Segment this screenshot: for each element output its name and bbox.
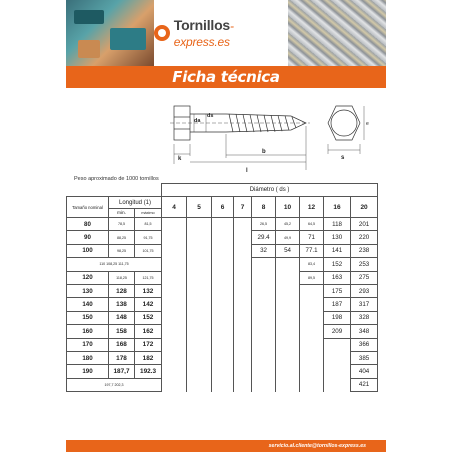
weight-cell-d10: 49,9 bbox=[276, 231, 300, 244]
length-max-cell: 182 bbox=[135, 351, 162, 364]
weight-cell-d6 bbox=[212, 351, 234, 364]
weight-cell-d8: 26,5 bbox=[252, 218, 276, 231]
weight-cell-d6 bbox=[212, 378, 234, 391]
length-min-cell: 138 bbox=[109, 298, 135, 311]
nominal-cell: 100 bbox=[67, 244, 109, 257]
weight-cell-d12 bbox=[300, 338, 324, 351]
weight-cell-d10 bbox=[276, 351, 300, 364]
weight-cell-d8 bbox=[252, 378, 276, 391]
length-min-cell: 88,25 bbox=[109, 231, 135, 244]
weight-cell-d8 bbox=[252, 298, 276, 311]
dim-label-b: b bbox=[262, 149, 266, 155]
table-row bbox=[67, 258, 378, 271]
weight-cell-d6 bbox=[212, 338, 234, 351]
weight-cell-d8 bbox=[252, 365, 276, 378]
logo-mark-icon bbox=[154, 25, 170, 41]
weight-cell-d4 bbox=[162, 351, 187, 364]
weight-cell-d6 bbox=[212, 365, 234, 378]
weight-cell-d6 bbox=[212, 311, 234, 324]
weight-cell-d8 bbox=[252, 311, 276, 324]
weight-cell-d12: 89,5 bbox=[300, 271, 324, 284]
weight-cell-d5 bbox=[187, 325, 212, 338]
table-row bbox=[67, 351, 378, 364]
weight-cell-d7 bbox=[234, 271, 252, 284]
weight-cell-d7 bbox=[234, 258, 252, 271]
weight-cell-d7 bbox=[234, 338, 252, 351]
table-row bbox=[67, 338, 378, 351]
weight-cell-d6 bbox=[212, 325, 234, 338]
table-row bbox=[67, 271, 378, 284]
header-nominal: Tamaño nominal bbox=[67, 197, 109, 218]
table-row bbox=[67, 298, 378, 311]
weight-cell-d5 bbox=[187, 231, 212, 244]
weight-cell-d6 bbox=[212, 231, 234, 244]
table-row bbox=[67, 231, 378, 244]
length-min-cell: 187,7 bbox=[109, 365, 135, 378]
weight-cell-d4 bbox=[162, 284, 187, 297]
weight-cell-d6 bbox=[212, 284, 234, 297]
weight-cell-d7 bbox=[234, 351, 252, 364]
weight-cell-d4 bbox=[162, 218, 187, 231]
weight-cell-d10 bbox=[276, 338, 300, 351]
length-max-cell: 192.3 bbox=[135, 365, 162, 378]
header bbox=[66, 0, 386, 66]
length-min-cell: 118,25 bbox=[109, 271, 135, 284]
weight-cell-d20: 366 bbox=[351, 338, 378, 351]
weight-cell-d16: 209 bbox=[324, 325, 351, 338]
table-row bbox=[67, 311, 378, 324]
weight-cell-d8 bbox=[252, 338, 276, 351]
weight-cell-d4 bbox=[162, 231, 187, 244]
weight-cell-d4 bbox=[162, 258, 187, 271]
dim-label-e: e bbox=[366, 121, 369, 127]
dim-label-k: k bbox=[178, 156, 182, 162]
weight-cell-d7 bbox=[234, 244, 252, 257]
weight-cell-d4 bbox=[162, 271, 187, 284]
weight-cell-d10 bbox=[276, 325, 300, 338]
header-diametro: Diámetro ( ds ) bbox=[162, 184, 378, 197]
weight-cell-d10 bbox=[276, 298, 300, 311]
weight-cell-d4 bbox=[162, 244, 187, 257]
dim-label-ds: ds bbox=[207, 113, 214, 119]
weight-cell-d7 bbox=[234, 231, 252, 244]
weight-cell-d16 bbox=[324, 365, 351, 378]
weight-cell-d5 bbox=[187, 258, 212, 271]
weight-cell-d20: 404 bbox=[351, 365, 378, 378]
length-max-cell: 152 bbox=[135, 311, 162, 324]
weight-cell-d4 bbox=[162, 365, 187, 378]
weight-cell-d12: 83,4 bbox=[300, 258, 324, 271]
weight-cell-d7 bbox=[234, 311, 252, 324]
table-row bbox=[67, 244, 378, 257]
weight-cell-d16: 141 bbox=[324, 244, 351, 257]
weight-cell-d10 bbox=[276, 365, 300, 378]
weight-cell-d16 bbox=[324, 378, 351, 391]
weight-cell-d5 bbox=[187, 284, 212, 297]
weight-cell-d5 bbox=[187, 218, 212, 231]
weight-cell-d16 bbox=[324, 338, 351, 351]
weight-cell-d20: 328 bbox=[351, 311, 378, 324]
header-longitud: Longitud (1) bbox=[109, 197, 162, 209]
weight-cell-d8: 32 bbox=[252, 244, 276, 257]
weight-cell-d12: 77.1 bbox=[300, 244, 324, 257]
weight-cell-d8 bbox=[252, 351, 276, 364]
brand-logo[interactable] bbox=[154, 17, 288, 49]
weight-cell-d20: 385 bbox=[351, 351, 378, 364]
weight-cell-d5 bbox=[187, 351, 212, 364]
nominal-cell: 130 bbox=[67, 284, 109, 297]
weight-cell-d10 bbox=[276, 284, 300, 297]
footer bbox=[66, 440, 386, 452]
weight-cell-d16 bbox=[324, 351, 351, 364]
length-max-cell: 81,5 bbox=[135, 218, 162, 231]
weight-cell-d5 bbox=[187, 311, 212, 324]
weight-cell-d16: 152 bbox=[324, 258, 351, 271]
weight-cell-d4 bbox=[162, 378, 187, 391]
weight-cell-d16: 118 bbox=[324, 218, 351, 231]
weight-cell-d5 bbox=[187, 244, 212, 257]
header-d4: 4 bbox=[162, 197, 187, 218]
length-min-cell: 178 bbox=[109, 351, 135, 364]
weight-cell-d16: 175 bbox=[324, 284, 351, 297]
weight-cell-d5 bbox=[187, 271, 212, 284]
weight-cell-d8: 29.4 bbox=[252, 231, 276, 244]
length-max-cell: 91,75 bbox=[135, 231, 162, 244]
weight-cell-d4 bbox=[162, 298, 187, 311]
length-merged-cell: 197,7 202,3 bbox=[67, 378, 162, 391]
weight-cell-d12 bbox=[300, 298, 324, 311]
weight-cell-d8 bbox=[252, 258, 276, 271]
weight-cell-d20: 293 bbox=[351, 284, 378, 297]
weight-cell-d5 bbox=[187, 338, 212, 351]
weight-cell-d20: 421 bbox=[351, 378, 378, 391]
weight-cell-d6 bbox=[212, 298, 234, 311]
weight-cell-d12 bbox=[300, 351, 324, 364]
weight-cell-d6 bbox=[212, 218, 234, 231]
dim-label-da: da bbox=[194, 118, 201, 124]
weight-cell-d20: 220 bbox=[351, 231, 378, 244]
weight-cell-d12 bbox=[300, 284, 324, 297]
weight-cell-d16: 163 bbox=[324, 271, 351, 284]
weight-cell-d20: 275 bbox=[351, 271, 378, 284]
weight-cell-d5 bbox=[187, 378, 212, 391]
screws-photo bbox=[288, 0, 386, 66]
tools-photo bbox=[66, 0, 154, 66]
header-d20: 20 bbox=[351, 197, 378, 218]
weight-cell-d12 bbox=[300, 365, 324, 378]
weight-cell-d10 bbox=[276, 258, 300, 271]
weight-cell-d5 bbox=[187, 298, 212, 311]
weight-cell-d5 bbox=[187, 365, 212, 378]
length-max-cell: 142 bbox=[135, 298, 162, 311]
table-row bbox=[67, 378, 378, 391]
weight-cell-d4 bbox=[162, 325, 187, 338]
weight-cell-d4 bbox=[162, 311, 187, 324]
length-merged-cell: 110 108,25 111,75 bbox=[67, 258, 162, 271]
weight-cell-d6 bbox=[212, 271, 234, 284]
weight-cell-d8 bbox=[252, 284, 276, 297]
weight-cell-d16: 130 bbox=[324, 231, 351, 244]
nominal-cell: 150 bbox=[67, 311, 109, 324]
weight-cell-d7 bbox=[234, 378, 252, 391]
weight-cell-d10: 54 bbox=[276, 244, 300, 257]
nominal-cell: 190 bbox=[67, 365, 109, 378]
weight-cell-d7 bbox=[234, 365, 252, 378]
nominal-cell: 170 bbox=[67, 338, 109, 351]
header-d16: 16 bbox=[324, 197, 351, 218]
length-min-cell: 168 bbox=[109, 338, 135, 351]
weight-cell-d20: 253 bbox=[351, 258, 378, 271]
weight-cell-d12: 64,5 bbox=[300, 218, 324, 231]
weight-cell-d20: 348 bbox=[351, 325, 378, 338]
nominal-cell: 120 bbox=[67, 271, 109, 284]
header-d12: 12 bbox=[300, 197, 324, 218]
nominal-cell: 90 bbox=[67, 231, 109, 244]
weight-cell-d7 bbox=[234, 284, 252, 297]
table-row bbox=[67, 365, 378, 378]
weight-cell-d8 bbox=[252, 325, 276, 338]
length-min-cell: 128 bbox=[109, 284, 135, 297]
length-min-cell: 148 bbox=[109, 311, 135, 324]
weight-cell-d12 bbox=[300, 325, 324, 338]
nominal-cell: 180 bbox=[67, 351, 109, 364]
screw-drawing bbox=[66, 92, 386, 176]
header-d8: 8 bbox=[252, 197, 276, 218]
weight-cell-d10 bbox=[276, 271, 300, 284]
length-max-cell: 101,75 bbox=[135, 244, 162, 257]
weight-cell-d16: 187 bbox=[324, 298, 351, 311]
weight-cell-d6 bbox=[212, 244, 234, 257]
weight-cell-d20: 201 bbox=[351, 218, 378, 231]
brand-name: Tornillos bbox=[173, 17, 231, 33]
logo-area bbox=[154, 0, 288, 66]
weight-cell-d10 bbox=[276, 378, 300, 391]
table-row bbox=[67, 325, 378, 338]
weight-cell-d8 bbox=[252, 271, 276, 284]
weight-cell-d12 bbox=[300, 378, 324, 391]
weight-cell-d4 bbox=[162, 338, 187, 351]
length-max-cell: 162 bbox=[135, 325, 162, 338]
weight-cell-d12 bbox=[300, 311, 324, 324]
length-max-cell: 132 bbox=[135, 284, 162, 297]
title-banner bbox=[66, 66, 386, 88]
length-min-cell: 78,5 bbox=[109, 218, 135, 231]
weight-cell-d16: 198 bbox=[324, 311, 351, 324]
weight-cell-d20: 238 bbox=[351, 244, 378, 257]
nominal-cell: 140 bbox=[67, 298, 109, 311]
length-max-cell: 172 bbox=[135, 338, 162, 351]
weight-cell-d7 bbox=[234, 298, 252, 311]
length-max-cell: 121,75 bbox=[135, 271, 162, 284]
dimension-table bbox=[66, 183, 377, 392]
header-d6: 6 bbox=[212, 197, 234, 218]
length-min-cell: 158 bbox=[109, 325, 135, 338]
header-d10: 10 bbox=[276, 197, 300, 218]
weight-cell-d7 bbox=[234, 218, 252, 231]
header-d5: 5 bbox=[187, 197, 212, 218]
weight-cell-d10 bbox=[276, 311, 300, 324]
header-min: min. bbox=[109, 209, 135, 218]
table-row bbox=[67, 218, 378, 231]
dim-label-s: s bbox=[341, 155, 345, 161]
header-max: máximo bbox=[135, 209, 162, 218]
nominal-cell: 160 bbox=[67, 325, 109, 338]
brand-suffix: -express.es bbox=[173, 19, 234, 49]
weight-cell-d6 bbox=[212, 258, 234, 271]
table-row bbox=[67, 284, 378, 297]
weight-cell-d12: 71 bbox=[300, 231, 324, 244]
weight-cell-d10: 45,2 bbox=[276, 218, 300, 231]
weight-cell-d20: 317 bbox=[351, 298, 378, 311]
contact-email[interactable]: servicio.al.cliente@tornillos-express.es bbox=[268, 443, 366, 449]
nominal-cell: 80 bbox=[67, 218, 109, 231]
weight-cell-d7 bbox=[234, 325, 252, 338]
dim-label-l: l bbox=[246, 168, 248, 174]
page-title: Ficha técnica bbox=[172, 68, 280, 86]
length-min-cell: 98,25 bbox=[109, 244, 135, 257]
header-d7: 7 bbox=[234, 197, 252, 218]
weight-note: Peso aproximado de 1000 tornillos bbox=[74, 176, 159, 182]
